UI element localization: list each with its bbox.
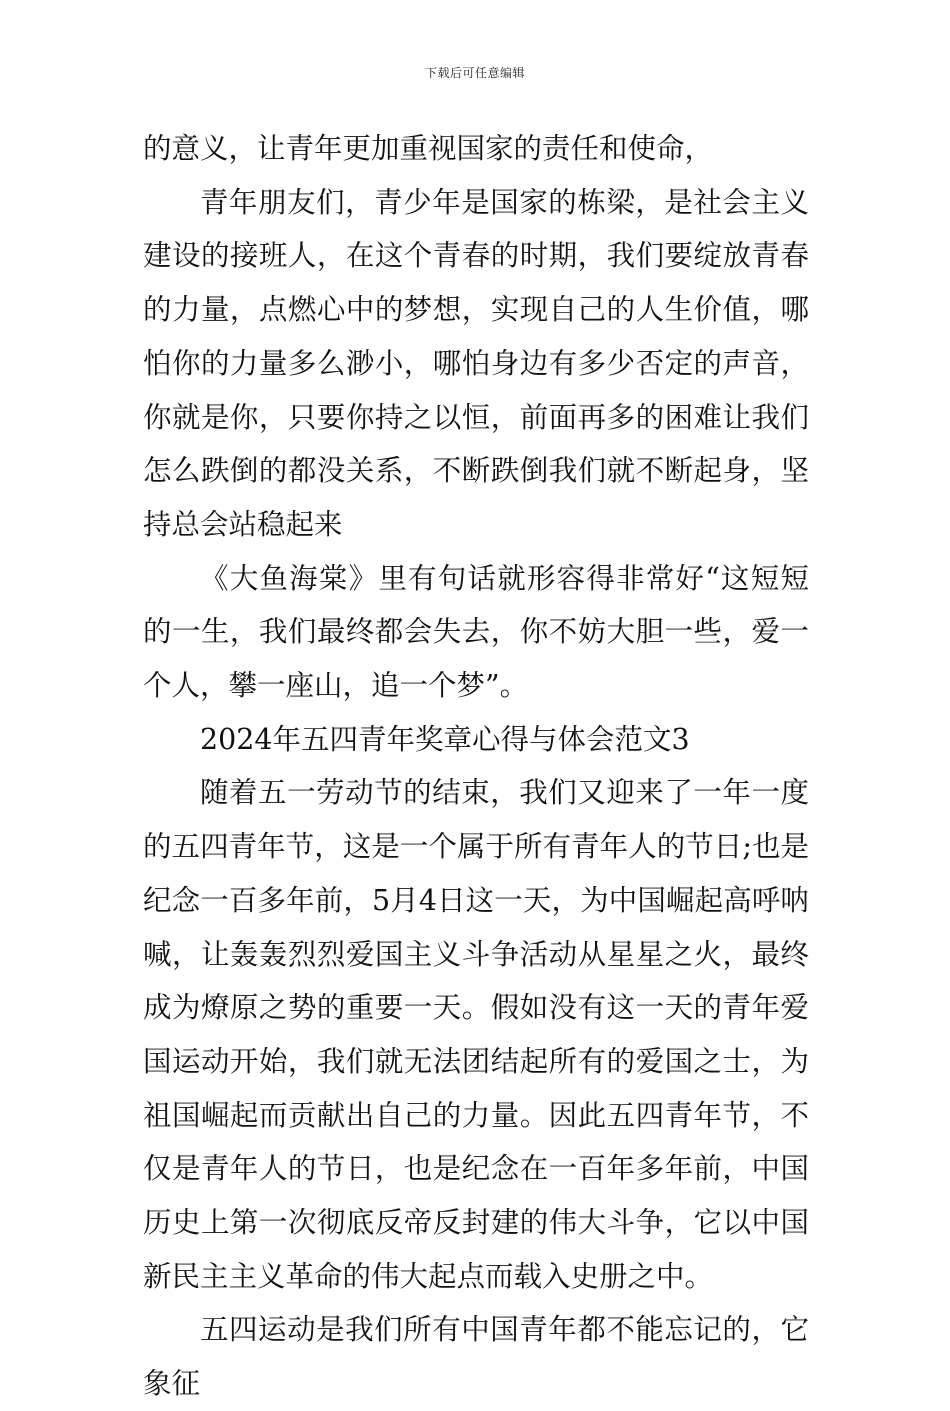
paragraph-3: 《大鱼海棠》里有句话就形容得非常好“这短短的一生，我们最终都会失去，你不妨大胆一些，爱一个人，攀一座山，追一个梦”。 <box>143 561 809 703</box>
paragraph-5: 五四运动是我们所有中国青年都不能忘记的，它象征 <box>143 1313 809 1401</box>
paragraph-1: 的意义，让青年更加重视国家的责任和使命， <box>143 132 714 165</box>
header-note: 下载后可任意编辑 <box>424 66 525 80</box>
paragraph-4: 随着五一劳动节的结束，我们又迎来了一年一度的五四青年节，这是一个属于所有青年人的节日;也是纪念一百多年前，5月4日这一天，为中国崛起高呼呐喊，让轰轰烈烈爱国主义斗争活动从星星之火，最终成为燎原之势的重要一天。假如没有这一天的青年爱国运动开始，我们就无法团结起所有的爱国之士，为祖国崛起而贡献出自己的力量。因此五四青年节，不仅是青年人的节日，也是纪念在一百年多年前，中国历史上第一次彻底反帝反封建的伟大斗争，它以中国新民主主义革命的伟大起点而载入史册之中。 <box>143 776 809 1293</box>
section-heading: 2024年五四青年奖章心得与体会范文3 <box>200 722 690 756</box>
document-body <box>143 122 809 1411</box>
paragraph-2: 青年朋友们，青少年是国家的栋梁，是社会主义建设的接班人，在这个青春的时期，我们要绽放青春的力量，点燃心中的梦想，实现自己的人生价值，哪怕你的力量多么渺小，哪怕身边有多少否定的声音，你就是你，只要你持之以恒，前面再多的困难让我们怎么跌倒的都没关系，不断跌倒我们就不断起身，坚持总会站稳起来 <box>143 185 809 541</box>
